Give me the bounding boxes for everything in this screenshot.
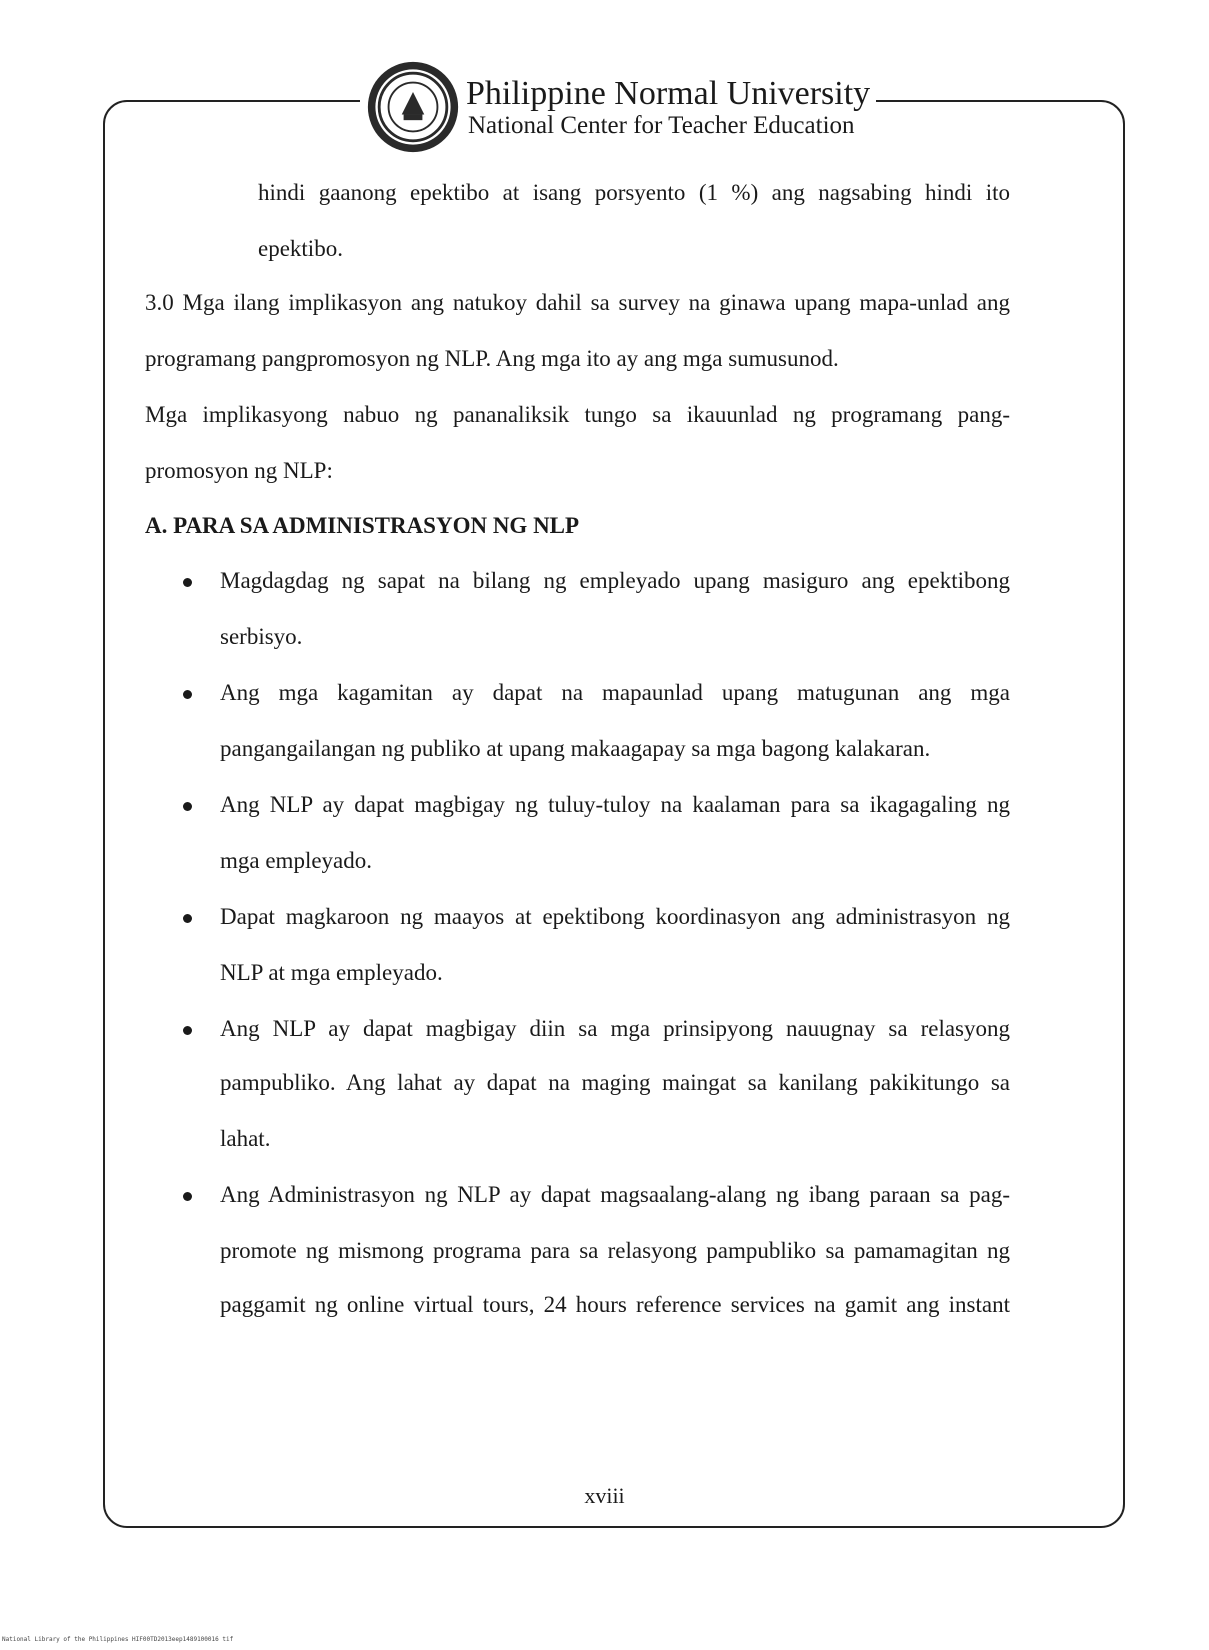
- list-item-line: Ang NLP ay dapat magbigay diin sa mga prinsipyong nauugnay sa relasyong: [220, 1016, 1010, 1041]
- list-item-line: Ang mga kagamitan ay dapat na mapaunlad upang matugunan ang mga: [220, 680, 1010, 705]
- paragraph-line: programang pangpromosyon ng NLP. Ang mga ito ay ang mga sumusunod.: [145, 346, 839, 371]
- scan-footer: National Library of the Philippines HIF00TD2013eep1489100016 tif: [2, 1636, 234, 1643]
- list-item-line: mga empleyado.: [220, 848, 373, 873]
- section-heading: A. PARA SA ADMINISTRASYON NG NLP: [145, 513, 580, 538]
- bullet-icon: [183, 1026, 192, 1035]
- list-item-line: Magdagdag ng sapat na bilang ng empleyado upang masiguro ang epektibong: [220, 568, 1010, 593]
- bullet-icon: [183, 802, 192, 811]
- paragraph-line: 3.0 Mga ilang implikasyon ang natukoy dahil sa survey na ginawa upang mapa-unlad ang: [145, 290, 1010, 315]
- letterhead: [360, 60, 876, 154]
- university-name: Philippine Normal University: [466, 74, 871, 112]
- paragraph-line: hindi gaanong epektibo at isang porsyento (1 %) ang nagsabing hindi ito: [258, 180, 1010, 205]
- list-item-line: lahat.: [220, 1126, 271, 1151]
- bullet-icon: [183, 690, 192, 699]
- paragraph-line: epektibo.: [258, 236, 343, 261]
- bullet-icon: [183, 914, 192, 923]
- list-item-line: promote ng mismong programa para sa relasyong pampubliko sa pamamagitan ng: [220, 1238, 1010, 1263]
- list-item-line: serbisyo.: [220, 624, 303, 649]
- university-subtitle: National Center for Teacher Education: [468, 111, 855, 139]
- bullet-icon: [183, 1192, 192, 1201]
- page-number: xviii: [584, 1483, 625, 1508]
- university-seal-icon: [366, 60, 460, 154]
- list-item-line: Ang Administrasyon ng NLP ay dapat magsaalang-alang ng ibang paraan sa pag-: [220, 1182, 1010, 1207]
- list-item-line: NLP at mga empleyado.: [220, 960, 443, 985]
- paragraph-line: Mga implikasyong nabuo ng pananaliksik tungo sa ikauunlad ng programang pang-: [145, 402, 1010, 427]
- list-item-line: Dapat magkaroon ng maayos at epektibong koordinasyon ang administrasyon ng: [220, 904, 1010, 929]
- list-item-line: Ang NLP ay dapat magbigay ng tuluy-tuloy na kaalaman para sa ikagagaling ng: [220, 792, 1010, 817]
- bullet-icon: [183, 578, 192, 587]
- paragraph-line: promosyon ng NLP:: [145, 458, 333, 483]
- list-item-line: paggamit ng online virtual tours, 24 hours reference services na gamit ang instant: [220, 1292, 1010, 1317]
- list-item-line: pangangailangan ng publiko at upang makaagapay sa mga bagong kalakaran.: [220, 736, 931, 761]
- list-item-line: pampubliko. Ang lahat ay dapat na maging maingat sa kanilang pakikitungo sa: [220, 1070, 1010, 1095]
